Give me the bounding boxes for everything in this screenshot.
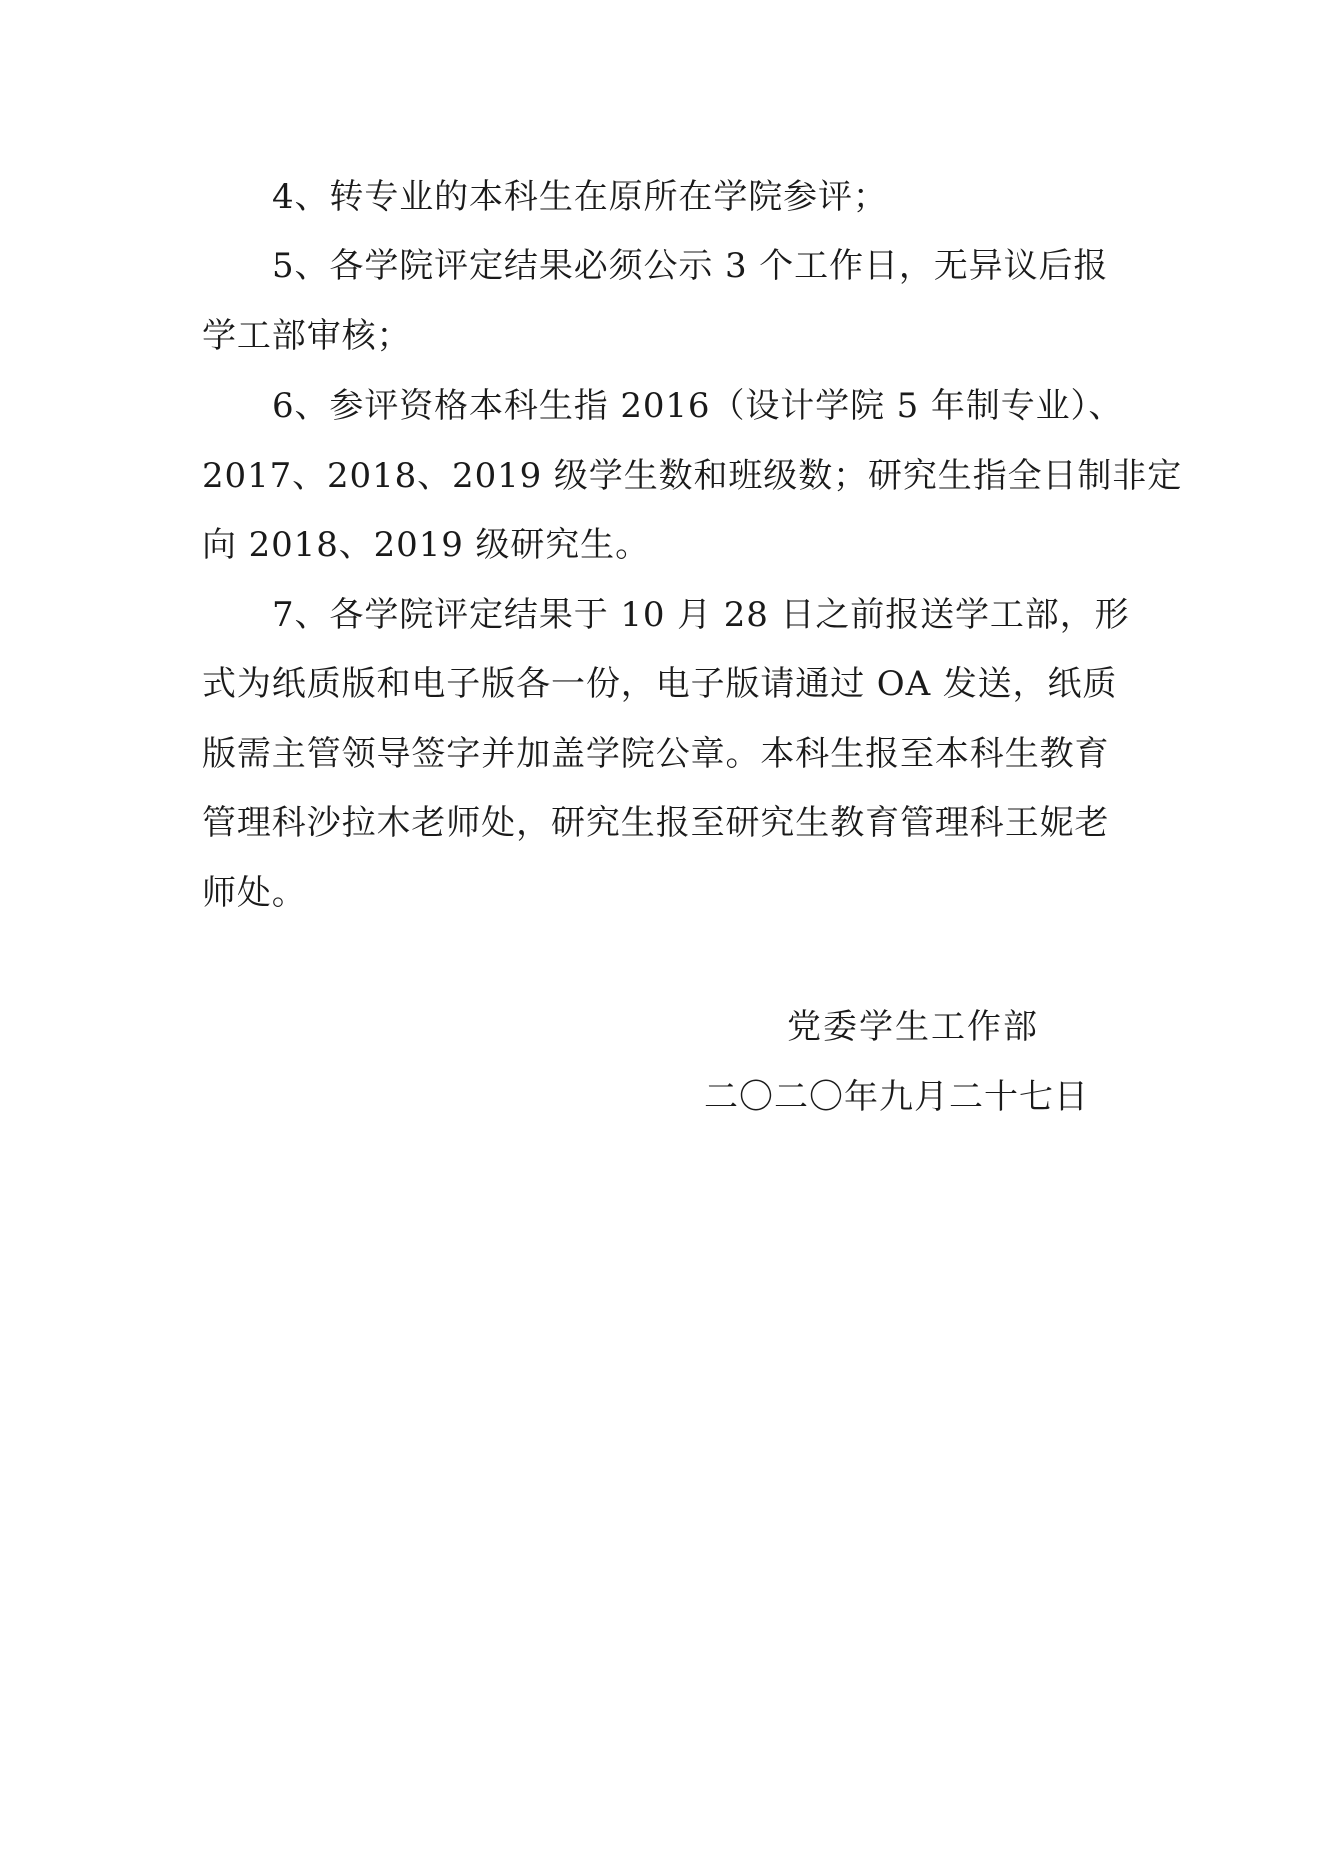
item-6-line-1: 6、参评资格本科生指 2016（设计学院 5 年制专业）、 [272, 386, 1124, 426]
signature-organization: 党委学生工作部 [787, 1007, 1039, 1047]
item-4-line: 4、转专业的本科生在原所在学院参评； [272, 177, 888, 217]
item-7-line-2: 式为纸质版和电子版各一份，电子版请通过 OA 发送，纸质 [202, 664, 1118, 704]
item-7-line-5: 师处。 [202, 873, 307, 913]
item-6-line-2: 2017、2018、2019 级学生数和班级数；研究生指全日制非定 [202, 456, 1183, 496]
item-7-line-1: 7、各学院评定结果于 10 月 28 日之前报送学工部，形 [272, 595, 1130, 635]
item-5-line-1: 5、各学院评定结果必须公示 3 个工作日，无异议后报 [272, 246, 1109, 286]
item-7-line-3: 版需主管领导签字并加盖学院公章。本科生报至本科生教育 [202, 734, 1110, 774]
item-5-line-2: 学工部审核； [202, 316, 412, 356]
signature-date: 二〇二〇年九月二十七日 [704, 1077, 1089, 1117]
item-6-line-3: 向 2018、2019 级研究生。 [202, 525, 650, 565]
item-7-line-4: 管理科沙拉木老师处，研究生报至研究生教育管理科王妮老 [202, 803, 1110, 843]
